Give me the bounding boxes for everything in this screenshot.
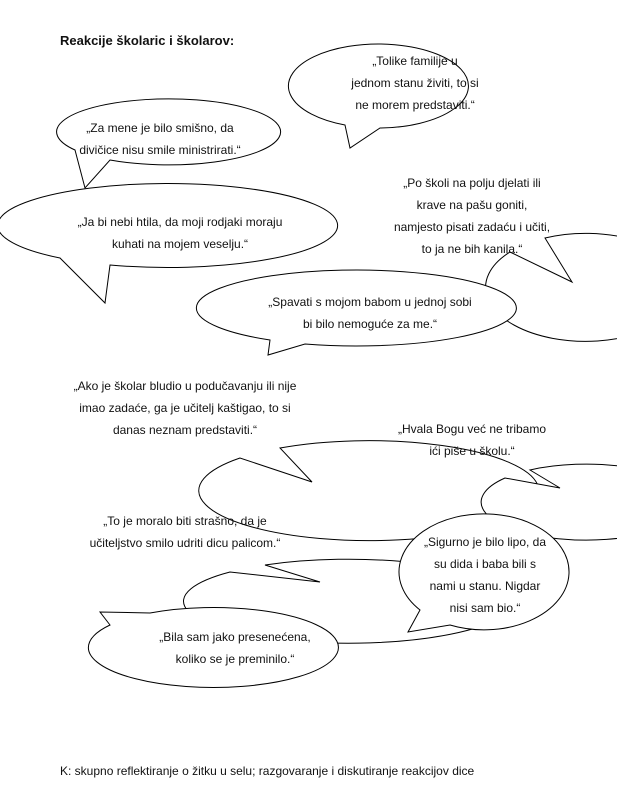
- bubble-text-8: „To je moralo biti strašno, da je učiteljstvo smilo udriti dicu palicom.“: [89, 514, 281, 550]
- bubble-text-6: „Ako je školar bludio u podučavanju ili nije imao zadaće, ga je učitelj kaštigao, to si danas neznam predstaviti.“: [73, 379, 297, 437]
- footer-note: K: skupno reflektiranje o žitku u selu; razgovaranje i diskutiranje reakcijov dice: [60, 764, 475, 778]
- bubble-text-10: „Bila sam jako presenećena, koliko se je preminilo.“: [159, 630, 311, 666]
- bubble-text-4: „Ja bi nebi htila, da moji rodjaki moraju kuhati na mojem veselju.“: [77, 215, 283, 251]
- bubble-text-1: „Tolike familije u jednom stanu živiti, to si ne morem predstaviti.“: [351, 54, 479, 112]
- page-heading: Reakcije školaric i školarov:: [60, 33, 235, 48]
- bubble-text-7: „Hvala Bogu već ne tribamo ići piše u školu.“: [397, 422, 547, 458]
- bubble-text-2: „Za mene je bilo smišno, da divičice nisu smile ministrirati.“: [79, 121, 241, 157]
- bubble-text-9: „Sigurno je bilo lipo, da su dida i baba bili s nami u stanu. Nigdar nisi sam bio.“: [423, 535, 547, 615]
- bubble-text-5: „Spavati s mojom babom u jednoj sobi bi bilo nemoguće za me.“: [268, 295, 472, 331]
- bubble-text-3: „Po školi na polju djelati ili krave na pašu goniti, namjesto pisati zadaću i učiti, to ja ne bih kanila.“: [393, 176, 551, 256]
